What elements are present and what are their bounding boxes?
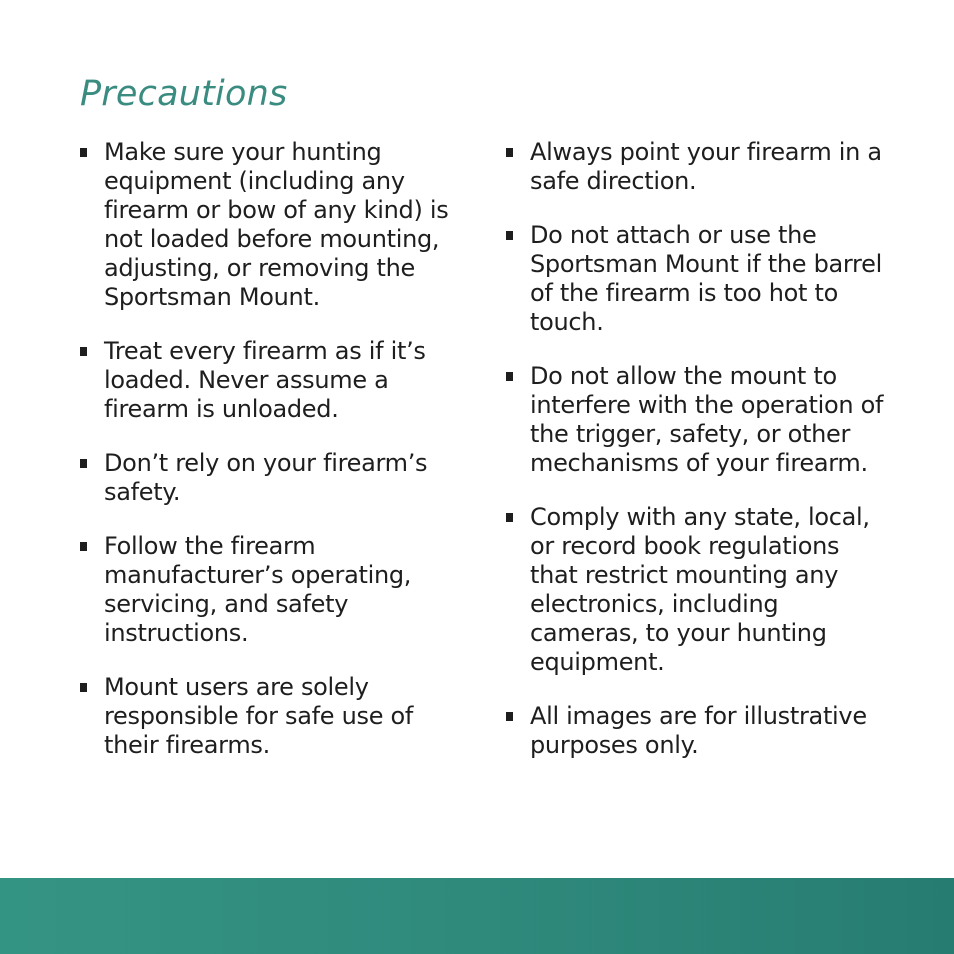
precaution-item [506, 702, 886, 760]
precaution-item [80, 673, 450, 760]
precaution-item [80, 449, 450, 507]
precaution-item [80, 138, 450, 312]
bullet-square-icon [506, 148, 513, 157]
bullet-square-icon [80, 347, 87, 356]
precaution-text: Mount users are solely responsible for safe use of their firearms. [104, 673, 414, 759]
precaution-text: Don’t rely on your firearm’s safety. [104, 449, 428, 506]
precaution-text: Follow the firearm manufacturer’s operating, servicing, and safety instructions. [104, 532, 412, 647]
bullet-square-icon [506, 712, 513, 721]
bullet-square-icon [80, 683, 87, 692]
bullet-square-icon [506, 513, 513, 522]
precaution-text: Comply with any state, local, or record book regulations that restrict mounting any electronics, including cameras, to your hunting equipment. [530, 503, 870, 676]
precaution-item [506, 221, 886, 337]
precaution-text: Make sure your hunting equipment (including any firearm or bow of any kind) is not loaded before mounting, adjusting, or removing the Sportsman Mount. [104, 138, 449, 311]
precaution-text: Do not allow the mount to interfere with the operation of the trigger, safety, or other mechanisms of your firearm. [530, 362, 884, 477]
precaution-text: Always point your firearm in a safe direction. [530, 138, 882, 195]
precaution-text: All images are for illustrative purposes only. [530, 702, 867, 759]
bullet-square-icon [506, 372, 513, 381]
precaution-item [80, 337, 450, 424]
bullet-square-icon [80, 459, 87, 468]
precaution-text: Treat every firearm as if it’s loaded. Never assume a firearm is unloaded. [104, 337, 426, 423]
precaution-item [506, 138, 886, 196]
page-title: Precautions [80, 74, 288, 114]
precaution-item [80, 532, 450, 648]
precaution-item [506, 503, 886, 677]
precaution-text: Do not attach or use the Sportsman Mount if the barrel of the firearm is too hot to touch. [530, 221, 882, 336]
bullet-square-icon [506, 231, 513, 240]
precautions-left-column [80, 138, 450, 785]
precautions-right-column [506, 138, 886, 785]
footer-bar [0, 878, 954, 954]
precaution-item [506, 362, 886, 478]
bullet-square-icon [80, 542, 87, 551]
bullet-square-icon [80, 148, 87, 157]
